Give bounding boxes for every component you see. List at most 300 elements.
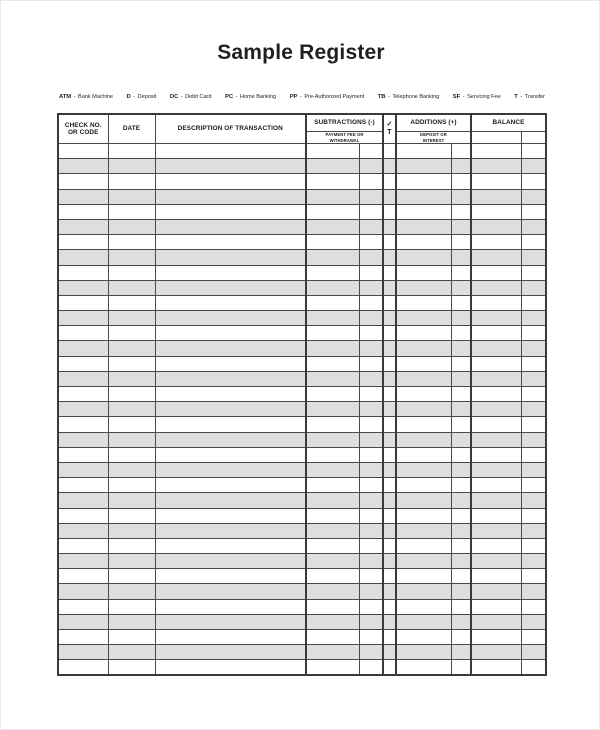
cell-subtraction-cents[interactable] [359,432,383,447]
cell-subtraction-dollars[interactable] [306,371,359,386]
cell-check-no[interactable] [58,447,108,462]
cell-addition-cents[interactable] [451,660,471,675]
cell-check-no[interactable] [58,508,108,523]
cell-balance-cents[interactable] [521,356,546,371]
cell-balance-dollars[interactable] [471,432,521,447]
table-row[interactable] [58,554,546,569]
cell-subtraction-dollars[interactable] [306,402,359,417]
cell-addition-cents[interactable] [451,523,471,538]
cell-tick[interactable] [383,311,396,326]
cell-tick[interactable] [383,569,396,584]
cell-subtraction-dollars[interactable] [306,387,359,402]
cell-subtraction-cents[interactable] [359,493,383,508]
cell-subtraction-dollars[interactable] [306,265,359,280]
cell-date[interactable] [108,569,155,584]
cell-addition-dollars[interactable] [396,630,451,645]
cell-subtraction-dollars[interactable] [306,219,359,234]
cell-check-no[interactable] [58,265,108,280]
cell-date[interactable] [108,614,155,629]
cell-addition-cents[interactable] [451,645,471,660]
cell-subtraction-cents[interactable] [359,614,383,629]
cell-description[interactable] [155,371,306,386]
cell-addition-cents[interactable] [451,341,471,356]
cell-subtraction-dollars[interactable] [306,478,359,493]
cell-subtraction-cents[interactable] [359,159,383,174]
cell-tick[interactable] [383,387,396,402]
cell-balance-cents[interactable] [521,387,546,402]
cell-addition-cents[interactable] [451,493,471,508]
table-row[interactable] [58,584,546,599]
cell-tick[interactable] [383,645,396,660]
cell-balance-dollars[interactable] [471,523,521,538]
cell-addition-cents[interactable] [451,432,471,447]
cell-addition-cents[interactable] [451,265,471,280]
cell-subtraction-dollars[interactable] [306,493,359,508]
cell-addition-dollars[interactable] [396,356,451,371]
cell-addition-dollars[interactable] [396,250,451,265]
cell-subtraction-cents[interactable] [359,265,383,280]
cell-balance-cents[interactable] [521,447,546,462]
cell-balance-dollars[interactable] [471,265,521,280]
cell-date[interactable] [108,174,155,189]
cell-subtraction-cents[interactable] [359,478,383,493]
cell-balance-dollars[interactable] [471,614,521,629]
cell-date[interactable] [108,508,155,523]
cell-date[interactable] [108,402,155,417]
cell-description[interactable] [155,417,306,432]
cell-balance-cents[interactable] [521,493,546,508]
cell-date[interactable] [108,493,155,508]
cell-addition-cents[interactable] [451,189,471,204]
cell-subtraction-dollars[interactable] [306,554,359,569]
table-row[interactable] [58,159,546,174]
cell-date[interactable] [108,159,155,174]
table-row[interactable] [58,523,546,538]
cell-balance-dollars[interactable] [471,402,521,417]
cell-tick[interactable] [383,235,396,250]
cell-check-no[interactable] [58,432,108,447]
cell-check-no[interactable] [58,569,108,584]
cell-date[interactable] [108,645,155,660]
cell-subtraction-dollars[interactable] [306,295,359,310]
cell-description[interactable] [155,219,306,234]
cell-addition-dollars[interactable] [396,189,451,204]
cell-addition-dollars[interactable] [396,493,451,508]
cell-subtraction-cents[interactable] [359,250,383,265]
cell-tick[interactable] [383,174,396,189]
cell-check-no[interactable] [58,174,108,189]
cell-addition-dollars[interactable] [396,174,451,189]
cell-addition-cents[interactable] [451,159,471,174]
cell-subtraction-dollars[interactable] [306,235,359,250]
cell-subtraction-cents[interactable] [359,402,383,417]
cell-date[interactable] [108,432,155,447]
cell-balance-dollars[interactable] [471,250,521,265]
cell-subtraction-cents[interactable] [359,645,383,660]
cell-addition-cents[interactable] [451,280,471,295]
cell-balance-cents[interactable] [521,341,546,356]
cell-tick[interactable] [383,417,396,432]
cell-check-no[interactable] [58,417,108,432]
table-body[interactable] [58,144,546,676]
cell-addition-cents[interactable] [451,402,471,417]
cell-addition-cents[interactable] [451,174,471,189]
cell-addition-dollars[interactable] [396,295,451,310]
cell-subtraction-dollars[interactable] [306,538,359,553]
cell-balance-dollars[interactable] [471,478,521,493]
cell-tick[interactable] [383,447,396,462]
cell-check-no[interactable] [58,584,108,599]
cell-subtraction-cents[interactable] [359,326,383,341]
table-row[interactable] [58,402,546,417]
cell-subtraction-dollars[interactable] [306,645,359,660]
cell-subtraction-cents[interactable] [359,204,383,219]
cell-addition-cents[interactable] [451,417,471,432]
cell-description[interactable] [155,341,306,356]
cell-addition-dollars[interactable] [396,280,451,295]
cell-date[interactable] [108,250,155,265]
cell-balance-cents[interactable] [521,569,546,584]
cell-addition-dollars[interactable] [396,219,451,234]
cell-check-no[interactable] [58,371,108,386]
table-row[interactable] [58,371,546,386]
cell-description[interactable] [155,508,306,523]
cell-tick[interactable] [383,523,396,538]
cell-tick[interactable] [383,584,396,599]
cell-date[interactable] [108,417,155,432]
cell-description[interactable] [155,144,306,159]
cell-balance-cents[interactable] [521,599,546,614]
cell-tick[interactable] [383,295,396,310]
cell-addition-cents[interactable] [451,630,471,645]
cell-balance-dollars[interactable] [471,584,521,599]
cell-addition-dollars[interactable] [396,311,451,326]
cell-balance-dollars[interactable] [471,599,521,614]
cell-description[interactable] [155,387,306,402]
cell-subtraction-dollars[interactable] [306,341,359,356]
table-row[interactable] [58,250,546,265]
cell-subtraction-cents[interactable] [359,280,383,295]
cell-description[interactable] [155,538,306,553]
table-row[interactable] [58,614,546,629]
cell-tick[interactable] [383,630,396,645]
cell-balance-cents[interactable] [521,402,546,417]
cell-subtraction-dollars[interactable] [306,599,359,614]
cell-date[interactable] [108,523,155,538]
cell-addition-dollars[interactable] [396,387,451,402]
cell-date[interactable] [108,538,155,553]
cell-subtraction-dollars[interactable] [306,447,359,462]
cell-addition-cents[interactable] [451,219,471,234]
cell-subtraction-dollars[interactable] [306,462,359,477]
cell-subtraction-cents[interactable] [359,660,383,675]
cell-description[interactable] [155,235,306,250]
cell-subtraction-cents[interactable] [359,219,383,234]
cell-tick[interactable] [383,144,396,159]
cell-subtraction-dollars[interactable] [306,523,359,538]
cell-description[interactable] [155,554,306,569]
cell-balance-cents[interactable] [521,311,546,326]
cell-subtraction-cents[interactable] [359,584,383,599]
cell-balance-cents[interactable] [521,219,546,234]
cell-addition-dollars[interactable] [396,614,451,629]
cell-description[interactable] [155,311,306,326]
cell-tick[interactable] [383,614,396,629]
cell-balance-dollars[interactable] [471,538,521,553]
cell-subtraction-dollars[interactable] [306,356,359,371]
cell-subtraction-dollars[interactable] [306,204,359,219]
cell-description[interactable] [155,174,306,189]
cell-subtraction-dollars[interactable] [306,432,359,447]
cell-description[interactable] [155,630,306,645]
cell-description[interactable] [155,295,306,310]
cell-description[interactable] [155,599,306,614]
cell-subtraction-cents[interactable] [359,311,383,326]
cell-tick[interactable] [383,462,396,477]
table-row[interactable] [58,219,546,234]
cell-balance-dollars[interactable] [471,235,521,250]
table-row[interactable] [58,280,546,295]
cell-tick[interactable] [383,599,396,614]
cell-addition-dollars[interactable] [396,599,451,614]
cell-addition-cents[interactable] [451,387,471,402]
cell-check-no[interactable] [58,356,108,371]
cell-balance-cents[interactable] [521,645,546,660]
cell-balance-dollars[interactable] [471,326,521,341]
cell-tick[interactable] [383,341,396,356]
cell-balance-cents[interactable] [521,554,546,569]
cell-subtraction-dollars[interactable] [306,508,359,523]
cell-check-no[interactable] [58,554,108,569]
cell-addition-cents[interactable] [451,371,471,386]
cell-tick[interactable] [383,371,396,386]
cell-addition-dollars[interactable] [396,462,451,477]
cell-balance-dollars[interactable] [471,159,521,174]
cell-balance-dollars[interactable] [471,508,521,523]
cell-balance-cents[interactable] [521,614,546,629]
cell-check-no[interactable] [58,280,108,295]
cell-subtraction-cents[interactable] [359,189,383,204]
cell-check-no[interactable] [58,462,108,477]
cell-addition-cents[interactable] [451,326,471,341]
cell-description[interactable] [155,614,306,629]
cell-subtraction-dollars[interactable] [306,660,359,675]
cell-addition-dollars[interactable] [396,538,451,553]
cell-check-no[interactable] [58,250,108,265]
cell-date[interactable] [108,189,155,204]
cell-date[interactable] [108,341,155,356]
cell-subtraction-cents[interactable] [359,462,383,477]
table-row[interactable] [58,235,546,250]
cell-tick[interactable] [383,204,396,219]
cell-date[interactable] [108,584,155,599]
cell-addition-cents[interactable] [451,462,471,477]
table-row[interactable] [58,660,546,675]
cell-balance-cents[interactable] [521,144,546,159]
cell-subtraction-dollars[interactable] [306,159,359,174]
cell-addition-dollars[interactable] [396,204,451,219]
table-row[interactable] [58,311,546,326]
cell-subtraction-dollars[interactable] [306,569,359,584]
cell-addition-dollars[interactable] [396,402,451,417]
cell-date[interactable] [108,462,155,477]
cell-date[interactable] [108,219,155,234]
table-row[interactable] [58,387,546,402]
table-row[interactable] [58,630,546,645]
cell-addition-dollars[interactable] [396,265,451,280]
cell-description[interactable] [155,432,306,447]
cell-addition-cents[interactable] [451,447,471,462]
cell-description[interactable] [155,478,306,493]
cell-balance-dollars[interactable] [471,311,521,326]
cell-balance-dollars[interactable] [471,280,521,295]
cell-addition-cents[interactable] [451,295,471,310]
cell-check-no[interactable] [58,402,108,417]
table-row[interactable] [58,356,546,371]
cell-balance-cents[interactable] [521,432,546,447]
cell-subtraction-cents[interactable] [359,144,383,159]
cell-balance-dollars[interactable] [471,660,521,675]
cell-balance-dollars[interactable] [471,189,521,204]
cell-check-no[interactable] [58,538,108,553]
cell-subtraction-cents[interactable] [359,341,383,356]
cell-check-no[interactable] [58,493,108,508]
cell-description[interactable] [155,584,306,599]
cell-tick[interactable] [383,219,396,234]
cell-subtraction-cents[interactable] [359,508,383,523]
table-row[interactable] [58,447,546,462]
table-row[interactable] [58,645,546,660]
cell-balance-cents[interactable] [521,462,546,477]
cell-check-no[interactable] [58,523,108,538]
cell-balance-dollars[interactable] [471,462,521,477]
table-row[interactable] [58,493,546,508]
cell-balance-cents[interactable] [521,295,546,310]
cell-tick[interactable] [383,280,396,295]
cell-description[interactable] [155,159,306,174]
cell-addition-cents[interactable] [451,538,471,553]
table-row[interactable] [58,599,546,614]
table-row[interactable] [58,432,546,447]
cell-addition-dollars[interactable] [396,417,451,432]
cell-addition-dollars[interactable] [396,341,451,356]
cell-subtraction-cents[interactable] [359,523,383,538]
cell-subtraction-cents[interactable] [359,554,383,569]
cell-addition-cents[interactable] [451,599,471,614]
cell-check-no[interactable] [58,599,108,614]
cell-addition-dollars[interactable] [396,447,451,462]
table-row[interactable] [58,189,546,204]
cell-addition-dollars[interactable] [396,584,451,599]
cell-subtraction-cents[interactable] [359,447,383,462]
cell-balance-dollars[interactable] [471,356,521,371]
cell-balance-cents[interactable] [521,417,546,432]
cell-balance-dollars[interactable] [471,569,521,584]
cell-description[interactable] [155,523,306,538]
cell-addition-cents[interactable] [451,204,471,219]
cell-addition-cents[interactable] [451,144,471,159]
cell-balance-cents[interactable] [521,204,546,219]
table-row[interactable] [58,538,546,553]
cell-date[interactable] [108,478,155,493]
cell-addition-cents[interactable] [451,311,471,326]
cell-check-no[interactable] [58,144,108,159]
cell-addition-dollars[interactable] [396,432,451,447]
cell-date[interactable] [108,371,155,386]
cell-balance-cents[interactable] [521,280,546,295]
cell-subtraction-dollars[interactable] [306,311,359,326]
cell-addition-dollars[interactable] [396,144,451,159]
cell-date[interactable] [108,144,155,159]
cell-description[interactable] [155,204,306,219]
cell-check-no[interactable] [58,219,108,234]
cell-date[interactable] [108,295,155,310]
cell-tick[interactable] [383,493,396,508]
cell-check-no[interactable] [58,326,108,341]
table-row[interactable] [58,569,546,584]
table-row[interactable] [58,417,546,432]
cell-subtraction-cents[interactable] [359,569,383,584]
cell-subtraction-dollars[interactable] [306,326,359,341]
cell-balance-dollars[interactable] [471,554,521,569]
cell-date[interactable] [108,235,155,250]
cell-description[interactable] [155,326,306,341]
cell-tick[interactable] [383,538,396,553]
cell-subtraction-cents[interactable] [359,174,383,189]
cell-addition-dollars[interactable] [396,569,451,584]
cell-description[interactable] [155,447,306,462]
cell-tick[interactable] [383,189,396,204]
table-row[interactable] [58,508,546,523]
table-row[interactable] [58,295,546,310]
cell-subtraction-dollars[interactable] [306,630,359,645]
cell-addition-dollars[interactable] [396,159,451,174]
cell-subtraction-dollars[interactable] [306,250,359,265]
table-row[interactable] [58,204,546,219]
cell-check-no[interactable] [58,630,108,645]
cell-balance-dollars[interactable] [471,219,521,234]
cell-tick[interactable] [383,478,396,493]
cell-check-no[interactable] [58,645,108,660]
cell-check-no[interactable] [58,311,108,326]
cell-addition-cents[interactable] [451,569,471,584]
cell-balance-dollars[interactable] [471,417,521,432]
cell-subtraction-dollars[interactable] [306,584,359,599]
cell-subtraction-cents[interactable] [359,235,383,250]
cell-tick[interactable] [383,265,396,280]
table-row[interactable] [58,174,546,189]
cell-check-no[interactable] [58,478,108,493]
cell-check-no[interactable] [58,660,108,675]
cell-tick[interactable] [383,402,396,417]
cell-check-no[interactable] [58,295,108,310]
cell-check-no[interactable] [58,341,108,356]
cell-date[interactable] [108,447,155,462]
cell-addition-dollars[interactable] [396,508,451,523]
cell-balance-dollars[interactable] [471,144,521,159]
cell-addition-cents[interactable] [451,356,471,371]
cell-addition-dollars[interactable] [396,326,451,341]
cell-description[interactable] [155,493,306,508]
cell-tick[interactable] [383,660,396,675]
cell-balance-cents[interactable] [521,630,546,645]
cell-check-no[interactable] [58,159,108,174]
cell-check-no[interactable] [58,614,108,629]
cell-balance-cents[interactable] [521,478,546,493]
cell-subtraction-cents[interactable] [359,387,383,402]
cell-description[interactable] [155,462,306,477]
cell-addition-cents[interactable] [451,478,471,493]
